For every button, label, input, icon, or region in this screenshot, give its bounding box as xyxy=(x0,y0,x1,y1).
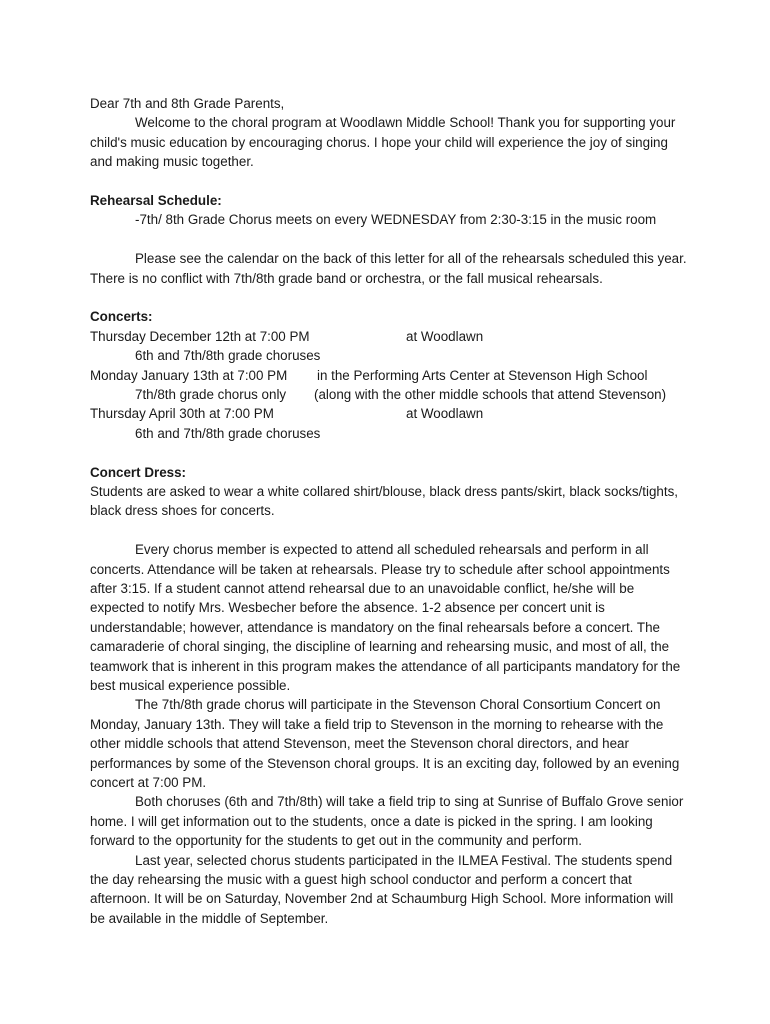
concert-2-date-row xyxy=(90,366,690,385)
concert-groups: 6th and 7th/8th grade choruses xyxy=(135,425,321,441)
concert-venue: at Woodlawn xyxy=(406,406,484,422)
field-trip-paragraph: Both choruses (6th and 7th/8th) will take a field trip to sing at Sunrise of Buffalo Grove senior home. I will get information out to the students, once a date is picked in the spring. I am looking forward to the opportunity for the students to get out in the community and perform. xyxy=(90,794,684,849)
spacer xyxy=(90,288,690,307)
letter-page xyxy=(90,94,690,928)
concert-groups: 6th and 7th/8th grade choruses xyxy=(135,348,321,364)
ilmea-paragraph: Last year, selected chorus students participated in the ILMEA Festival. The students spend the day rehearsing the music with a guest high school conductor and perform a concert that afternoon. It will be on Saturday, November 2nd at Schaumburg High School. More information will be available in the middle of September. xyxy=(90,852,674,926)
rehearsal-schedule-line: -7th/ 8th Grade Chorus meets on every WEDNESDAY from 2:30-3:15 in the music room xyxy=(135,212,657,228)
consortium-paragraph: The 7th/8th grade chorus will participate in the Stevenson Choral Consortium Concert on Monday, January 13th. They will take a field trip to Stevenson in the morning to rehearse with the other middle schools that attend Stevenson, meet the Stevenson choral directors, and hear performances by some of the Stevenson choral groups. It is an exciting day, followed by an evening concert at 7:00 PM. xyxy=(90,697,680,791)
spacer xyxy=(90,172,690,191)
welcome-paragraph: Welcome to the choral program at Woodlawn Middle School! Thank you for supporting your child's music education by encouraging chorus. I hope your child will experience the joy of singing and making music together. xyxy=(90,115,676,170)
attendance-paragraph: Every chorus member is expected to attend all scheduled rehearsals and perform in all concerts. Attendance will be taken at rehearsals. Please try to schedule after school appointments after 3:15. If a student cannot attend rehearsal due to an unavoidable conflict, he/she will be expected to notify Mrs. Wesbecher before the absence. 1-2 absence per concert unit is understandable; however, attendance is mandatory on the final rehearsals before a concert. The camaraderie of choral singing, the discipline of learning and rehearsing music, and most of all, the teamwork that is inherent in this program makes the attendance of all participants mandatory for the best musical experience possible. xyxy=(90,542,681,694)
concert-3-groups-row xyxy=(90,424,690,443)
concert-3-date-row xyxy=(90,404,690,423)
concert-venue: in the Performing Arts Center at Stevenson High School xyxy=(317,367,648,383)
concert-date: Monday January 13th at 7:00 PM xyxy=(90,367,288,383)
spacer xyxy=(90,521,690,540)
concert-date: Thursday December 12th at 7:00 PM xyxy=(90,328,310,344)
spacer xyxy=(90,230,690,249)
concert-note: (along with the other middle schools that attend Stevenson) xyxy=(314,387,667,402)
calendar-note: Please see the calendar on the back of this letter for all of the rehearsals scheduled this year. There is no conflict with 7th/8th grade band or orchestra, or the fall musical rehearsals. xyxy=(90,251,687,286)
concert-1-groups-row xyxy=(90,346,690,365)
rehearsal-heading: Rehearsal Schedule: xyxy=(90,193,222,209)
concert-groups: 7th/8th grade chorus only xyxy=(135,387,287,402)
concert-date: Thursday April 30th at 7:00 PM xyxy=(90,406,274,422)
concert-1-date-row xyxy=(90,327,690,346)
spacer xyxy=(90,443,690,462)
concert-2-groups-row xyxy=(90,385,690,404)
concerts-heading: Concerts: xyxy=(90,309,153,325)
concert-venue: at Woodlawn xyxy=(406,328,484,344)
dress-text: Students are asked to wear a white collared shirt/blouse, black dress pants/skirt, black socks/tights, black dress shoes for concerts. xyxy=(90,483,678,519)
dress-heading: Concert Dress: xyxy=(90,464,186,480)
greeting: Dear 7th and 8th Grade Parents, xyxy=(90,96,285,111)
